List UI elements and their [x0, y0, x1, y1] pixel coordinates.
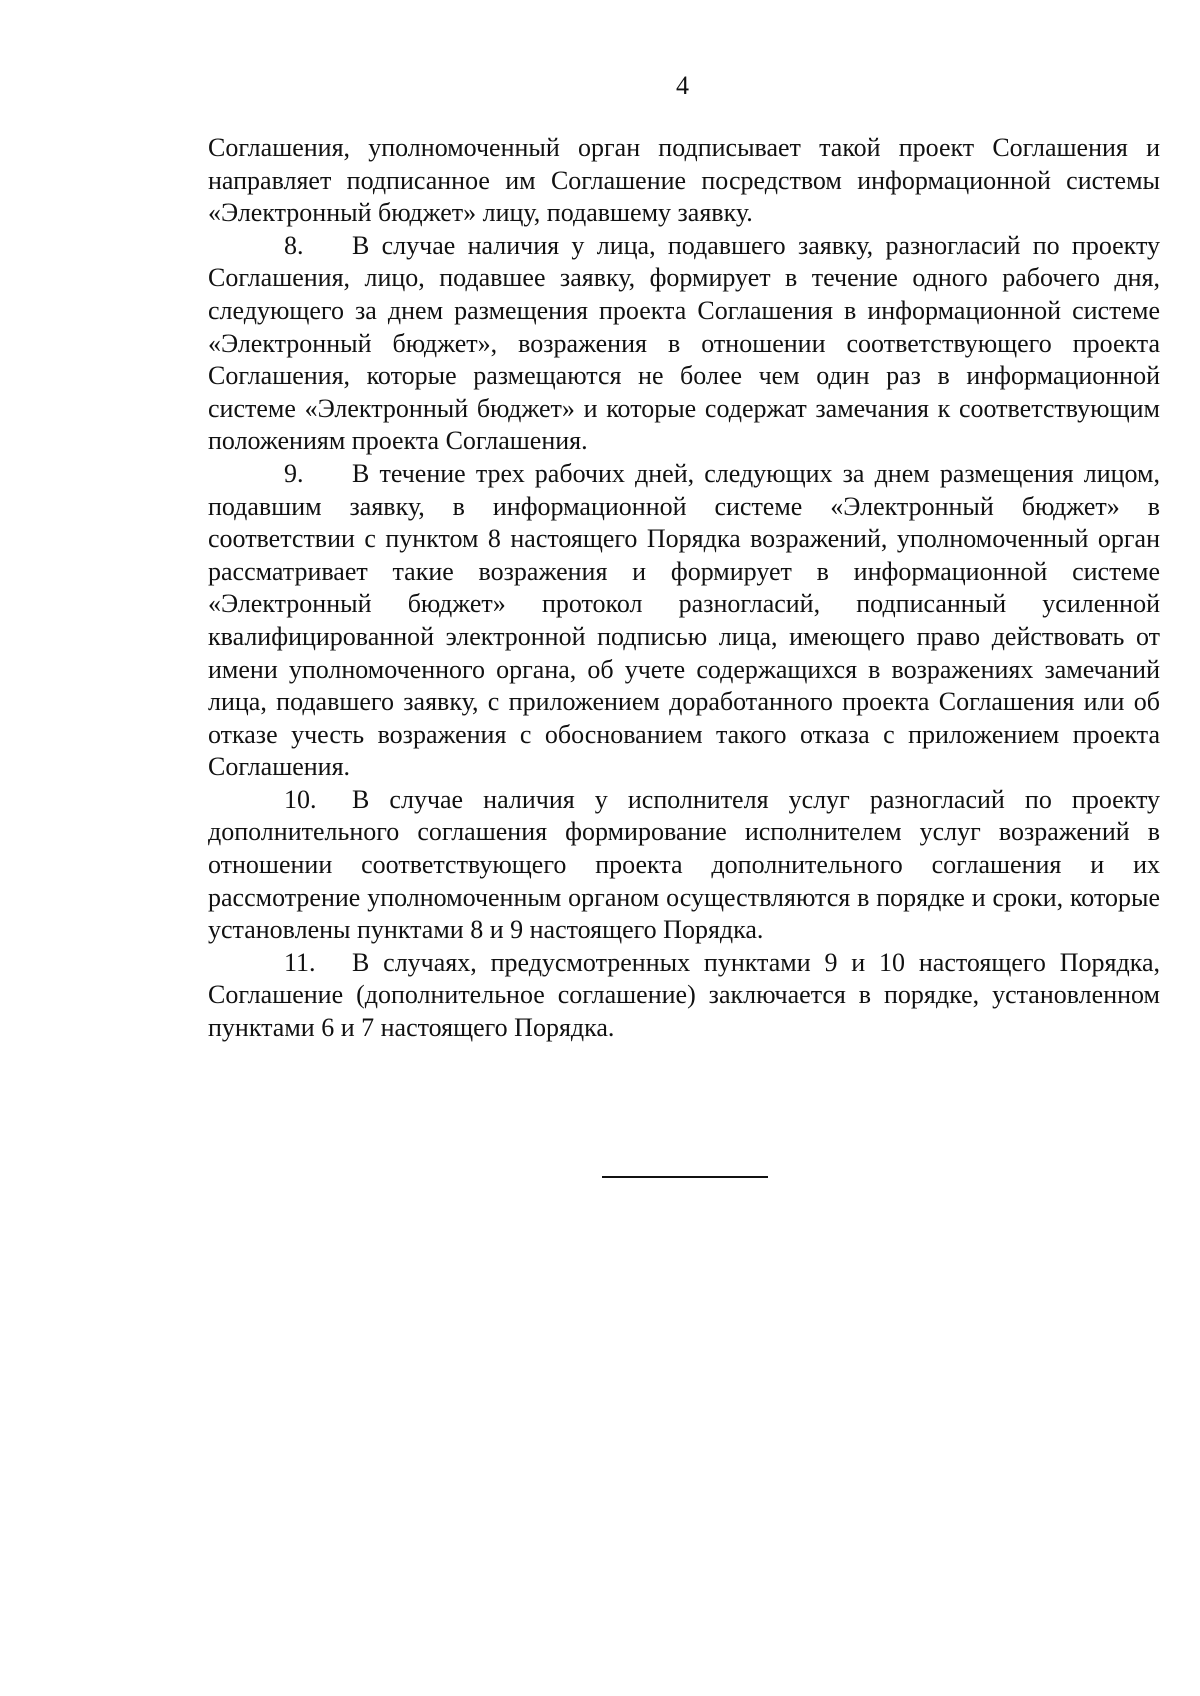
end-of-document-divider	[602, 1176, 768, 1178]
paragraph-number: 11.	[284, 947, 316, 977]
document-body	[208, 132, 1160, 1045]
paragraph-8	[208, 230, 1160, 458]
paragraph-text: В случае наличия у исполнителя услуг разногласий по проекту дополнительного соглашения формирование исполнителем услуг возражений в отношении соответствующего проекта дополнительного соглашения и их рассмотрение уполномоченным органом осуществляются в порядке и сроки, которые установлены пунктами 8 и 9 настоящего Порядка.	[208, 784, 1160, 945]
paragraph-continuation	[208, 132, 1160, 230]
page-number: 4	[676, 71, 689, 100]
paragraph-text: В случаях, предусмотренных пунктами 9 и 10 настоящего Порядка, Соглашение (дополнительное соглашение) заключается в порядке, установленном пунктами 6 и 7 настоящего Порядка.	[208, 947, 1160, 1043]
paragraph-text: В случае наличия у лица, подавшего заявку, разногласий по проекту Соглашения, лицо, подавшее заявку, формирует в течение одного рабочего дня, следующего за днем размещения проекта Соглашения в информационной системе «Электронный бюджет», возражения в отношении соответствующего проекта Соглашения, которые размещаются не более чем один раз в информационной системе «Электронный бюджет» и которые содержат замечания к соответствующим положениям проекта Соглашения.	[208, 230, 1160, 456]
paragraph-9	[208, 458, 1160, 784]
paragraph-11	[208, 947, 1160, 1045]
paragraph-text: В течение трех рабочих дней, следующих за днем размещения лицом, подавшим заявку, в информационной системе «Электронный бюджет» в соответствии с пунктом 8 настоящего Порядка возражений, уполномоченный орган рассматривает такие возражения и формирует в информационной системе «Электронный бюджет» протокол разногласий, подписанный усиленной квалифицированной электронной подписью лица, имеющего право действовать от имени уполномоченного органа, об учете содержащихся в возражениях замечаний лица, подавшего заявку, с приложением доработанного проекта Соглашения или об отказе учесть возражения с обоснованием такого отказа с приложением проекта Соглашения.	[208, 458, 1160, 782]
paragraph-text: Соглашения, уполномоченный орган подписывает такой проект Соглашения и направляет подписанное им Соглашение посредством информационной системы «Электронный бюджет» лицу, подавшему заявку.	[208, 133, 1160, 228]
paragraph-10	[208, 784, 1160, 947]
paragraph-number: 9.	[284, 458, 304, 488]
paragraph-number: 8.	[284, 230, 304, 260]
paragraph-number: 10.	[284, 784, 317, 814]
